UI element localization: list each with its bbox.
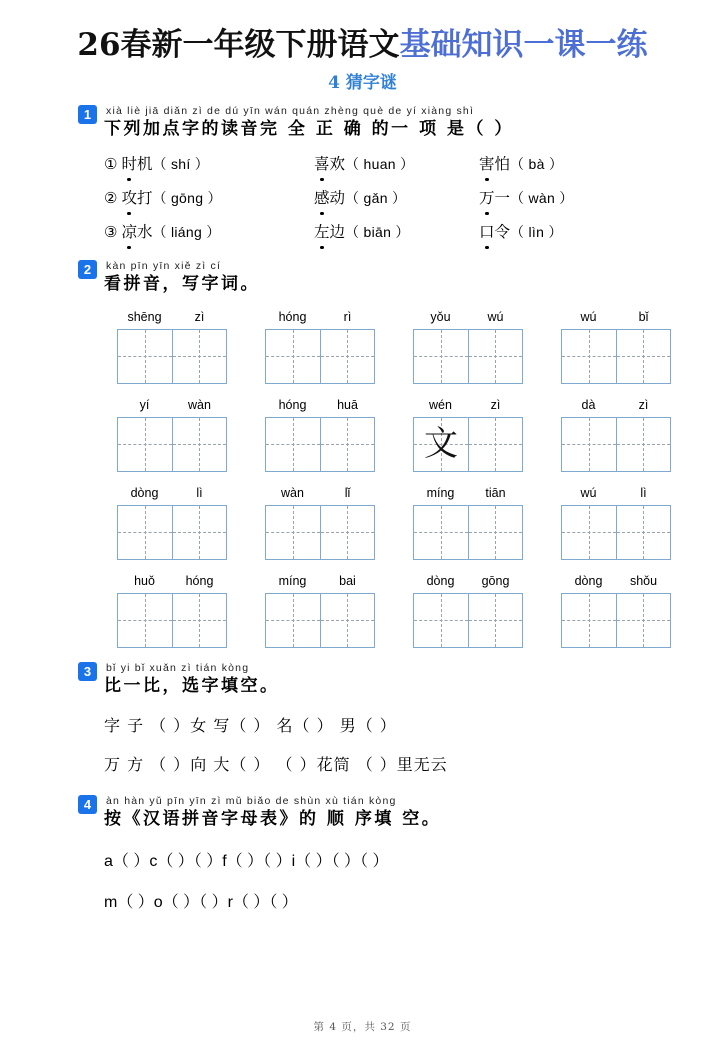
dotted-char: 喜 [314,152,330,174]
option-pinyin: （ wàn ） [510,190,574,207]
grid-pinyin-1: wú [580,485,597,500]
grid-row [98,398,725,472]
question-1 [0,105,725,242]
grid-pinyin-1: dòng [574,573,603,588]
tianzige-cell[interactable] [266,594,320,647]
tianzige-char [617,418,670,471]
grid-item [246,486,394,560]
grid-pinyin-1: yí [139,397,150,412]
option-item [479,152,629,174]
question-1-heading [78,105,725,140]
grid-pinyin [413,486,523,503]
tianzige-char [173,330,226,383]
grid-pinyin-2: bǐ [638,309,649,324]
alphabet-blank-row[interactable]: a（ ）c（ ）（ ）f（ ）（ ）i（ ）（ ）（ ） [104,853,389,871]
grid-pinyin-1: dòng [426,573,455,588]
option-item [104,186,314,208]
grid-item [394,398,542,472]
question-2 [0,260,725,647]
tianzige-cell[interactable] [468,506,522,559]
tianzige-cell[interactable] [414,330,468,383]
dotted-char: 左 [314,220,330,242]
fill-blank-row[interactable]: 字 子 （ ）女 写（ ） 名（ ） 男（ ） [104,715,397,735]
tianzige-char [414,594,468,647]
grid-pinyin-2: bai [339,573,356,588]
tianzige-cell[interactable] [616,506,670,559]
tianzige-char [266,506,320,559]
tianzige-char [469,418,522,471]
tianzige-char [266,594,320,647]
title-part-blue: 基础知识一课一练 [399,27,648,63]
option-marker: ③ [104,223,118,242]
tianzige-cell[interactable] [414,418,468,471]
tianzige-cell[interactable] [616,418,670,471]
grid-pinyin-2: wú [487,309,504,324]
grid-pinyin-2: lǐ [344,485,351,500]
tianzige-char [617,594,670,647]
grid-pinyin-1: dà [581,397,596,412]
grid-item [394,310,542,384]
grid-pinyin-1: hóng [278,397,307,412]
grid-pinyin-2: rì [343,309,352,324]
option-item [104,220,314,242]
grid-pinyin-2: huā [337,397,358,412]
tianzige-char [562,506,616,559]
grid-pinyin-1: hóng [278,309,307,324]
tianzige-char [173,594,226,647]
grid-pinyin-1: wú [580,309,597,324]
dotted-char: 害 [479,152,495,174]
grid-pinyin [265,574,375,591]
grid-pinyin [561,310,671,327]
plain-char: 机 [136,155,153,174]
grid-pinyin [117,310,227,327]
question-1-number: 1 [78,105,97,124]
tianzige-char [562,418,616,471]
question-4-number: 4 [78,795,97,814]
tianzige-char [321,418,374,471]
tianzige-box[interactable] [117,329,227,384]
page-header [0,28,725,93]
option-item [314,152,479,174]
grid-pinyin-2: shǒu [629,573,658,588]
tianzige-char [118,330,172,383]
option-item [479,220,629,242]
grid-item [246,310,394,384]
grid-pinyin-2: zì [490,397,501,412]
grid-pinyin [561,574,671,591]
question-4 [0,795,725,912]
grid-row [98,310,725,384]
plain-char: 动 [329,189,346,208]
tianzige-box[interactable] [561,505,671,560]
tianzige-box[interactable] [413,417,523,472]
tianzige-char [469,330,522,383]
tianzige-cell[interactable] [562,594,616,647]
grid-item [394,486,542,560]
tianzige-char [562,594,616,647]
tianzige-char [617,506,670,559]
tianzige-cell[interactable] [468,330,522,383]
option-pinyin: （ huan ） [345,156,415,173]
tianzige-cell[interactable] [320,594,374,647]
question-4-text: 按《汉语拼音字母表》的 顺 序填 空。 [104,808,442,829]
plain-char: 令 [494,223,511,242]
grid-item [394,574,542,648]
grid-item [542,310,690,384]
dotted-char: 时 [121,152,137,174]
grid-item [98,574,246,648]
worksheet-page [0,28,725,1052]
grid-item [246,398,394,472]
grid-item [542,398,690,472]
dotted-char: 口 [479,220,495,242]
grid-pinyin [117,486,227,503]
tianzige-cell[interactable] [320,506,374,559]
tianzige-char [321,594,374,647]
tianzige-char: 文 [423,424,458,465]
grid-pinyin-2: hóng [185,573,214,588]
tianzige-cell[interactable] [172,418,226,471]
option-pinyin: （ lìn ） [510,224,563,241]
tianzige-cell[interactable] [562,506,616,559]
tianzige-cell[interactable] [266,506,320,559]
tianzige-char [321,330,374,383]
question-3-text: 比一比，选字填空。 [104,675,280,696]
question-4-pinyin: àn hàn yǔ pīn yīn zì mǔ biǎo de shùn xù tián kòng [106,794,397,807]
tianzige-char [414,506,468,559]
tianzige-char [562,330,616,383]
option-item [104,152,314,174]
tianzige-cell[interactable] [468,594,522,647]
tianzige-cell[interactable] [468,418,522,471]
tianzige-cell[interactable] [266,418,320,471]
option-marker: ① [104,155,118,174]
tianzige-char [321,506,374,559]
grid-pinyin-2: lì [196,485,203,500]
tianzige-box[interactable] [265,593,375,648]
grid-pinyin [117,574,227,591]
grid-row [98,486,725,560]
tianzige-char [266,418,320,471]
option-item [479,186,629,208]
option-row-1 [78,152,725,174]
grid-item [542,574,690,648]
tianzige-char [266,330,320,383]
tianzige-char [118,594,172,647]
tianzige-box[interactable] [561,593,671,648]
tianzige-box[interactable] [265,505,375,560]
plain-char: 水 [136,223,153,242]
option-pinyin: （ shí ） [152,156,210,173]
tianzige-cell[interactable] [414,506,468,559]
grid-item [542,486,690,560]
tianzige-box[interactable] [265,417,375,472]
grid-pinyin-2: lì [640,485,647,500]
question-3-pinyin: bǐ yi bǐ xuǎn zì tián kòng [106,661,250,674]
tianzige-char [118,418,172,471]
option-pinyin: （ gōng ） [152,190,222,207]
question-3-number: 3 [78,662,97,681]
tianzige-char [469,594,522,647]
plain-char: 欢 [329,155,346,174]
tianzige-box[interactable] [413,593,523,648]
dotted-char: 感 [314,186,330,208]
tianzige-grid-area [78,310,725,648]
option-row-2 [78,186,725,208]
tianzige-char [173,418,226,471]
fill-blank-row[interactable]: 万 方 （ ）向 大（ ） （ ）花筒 （ ）里无云 [104,754,448,774]
grid-pinyin [413,574,523,591]
grid-pinyin [413,310,523,327]
option-marker: ② [104,189,118,208]
dotted-char: 凉 [121,220,137,242]
tianzige-cell[interactable] [266,330,320,383]
tianzige-cell[interactable] [118,330,172,383]
option-row-3 [78,220,725,242]
grid-pinyin [265,398,375,415]
grid-pinyin-1: míng [426,485,455,500]
question-2-heading [78,260,725,295]
grid-pinyin [117,398,227,415]
grid-pinyin [561,486,671,503]
grid-pinyin-1: míng [278,573,307,588]
tianzige-cell[interactable] [616,330,670,383]
tianzige-box[interactable] [413,329,523,384]
question-1-text: 下列加点字的读音完 全 正 确 的一 项 是（ ） [104,119,514,140]
alphabet-blank-row[interactable]: m（ ）o（ ）（ ）r（ ）（ ） [104,894,298,912]
grid-item [98,310,246,384]
page-title [0,28,725,62]
tianzige-char [414,330,468,383]
grid-pinyin-1: shēng [127,309,162,324]
grid-pinyin-2: tiān [485,485,506,500]
option-pinyin: （ bà ） [510,156,564,173]
tianzige-char [173,506,226,559]
tianzige-cell[interactable] [118,594,172,647]
grid-item [246,574,394,648]
question-4-heading [78,795,725,830]
grid-pinyin-1: dòng [130,485,159,500]
tianzige-box[interactable] [117,417,227,472]
tianzige-cell[interactable] [562,330,616,383]
plain-char: 边 [329,223,346,242]
option-item [314,220,479,242]
tianzige-box[interactable] [413,505,523,560]
option-pinyin: （ gǎn ） [345,190,407,207]
option-item [314,186,479,208]
grid-pinyin-1: huǒ [134,573,155,588]
plain-char: 怕 [494,155,511,174]
page-footer: 第 4 页，共 32 页 [313,1021,412,1033]
question-2-number: 2 [78,260,97,279]
question-1-pinyin: xià liè jiā diǎn zì de dú yīn wán quán zhèng què de yí xiàng shì [106,105,475,118]
tianzige-box[interactable] [561,329,671,384]
grid-pinyin [265,486,375,503]
tianzige-char [469,506,522,559]
grid-pinyin [561,398,671,415]
tianzige-cell[interactable] [320,330,374,383]
grid-pinyin-2: zì [638,397,649,412]
grid-pinyin-2: zì [194,309,205,324]
grid-pinyin-2: gōng [481,573,510,588]
tianzige-box[interactable] [265,329,375,384]
grid-pinyin-1: wàn [281,485,304,500]
grid-pinyin [413,398,523,415]
tianzige-box[interactable] [117,593,227,648]
question-3 [0,662,725,775]
tianzige-box[interactable] [561,417,671,472]
grid-item [98,486,246,560]
title-part-black: 26春新一年级下册语文 [77,27,400,63]
tianzige-cell[interactable] [172,330,226,383]
tianzige-cell[interactable] [616,594,670,647]
question-2-text: 看拼音，写字词。 [104,274,260,295]
tianzige-cell[interactable] [118,418,172,471]
tianzige-cell[interactable] [172,506,226,559]
tianzige-char [118,506,172,559]
dotted-char: 万 [479,186,495,208]
tianzige-cell[interactable] [414,594,468,647]
grid-row [98,574,725,648]
plain-char: 一 [494,189,511,208]
question-3-heading [78,662,725,697]
tianzige-cell[interactable] [320,418,374,471]
question-2-pinyin: kàn pīn yīn xiě zì cí [106,260,222,273]
tianzige-cell[interactable] [562,418,616,471]
tianzige-box[interactable] [117,505,227,560]
tianzige-cell[interactable] [172,594,226,647]
grid-pinyin [265,310,375,327]
dotted-char: 攻 [121,186,137,208]
grid-pinyin-2: wàn [188,397,211,412]
option-pinyin: （ biān ） [345,224,410,241]
option-pinyin: （ liáng ） [152,224,221,241]
grid-pinyin-1: wén [429,397,452,412]
grid-pinyin-1: yǒu [430,309,451,324]
tianzige-cell[interactable] [118,506,172,559]
tianzige-char [617,330,670,383]
lesson-title: 4 猜字谜 [328,73,397,94]
grid-item [98,398,246,472]
plain-char: 打 [136,189,153,208]
